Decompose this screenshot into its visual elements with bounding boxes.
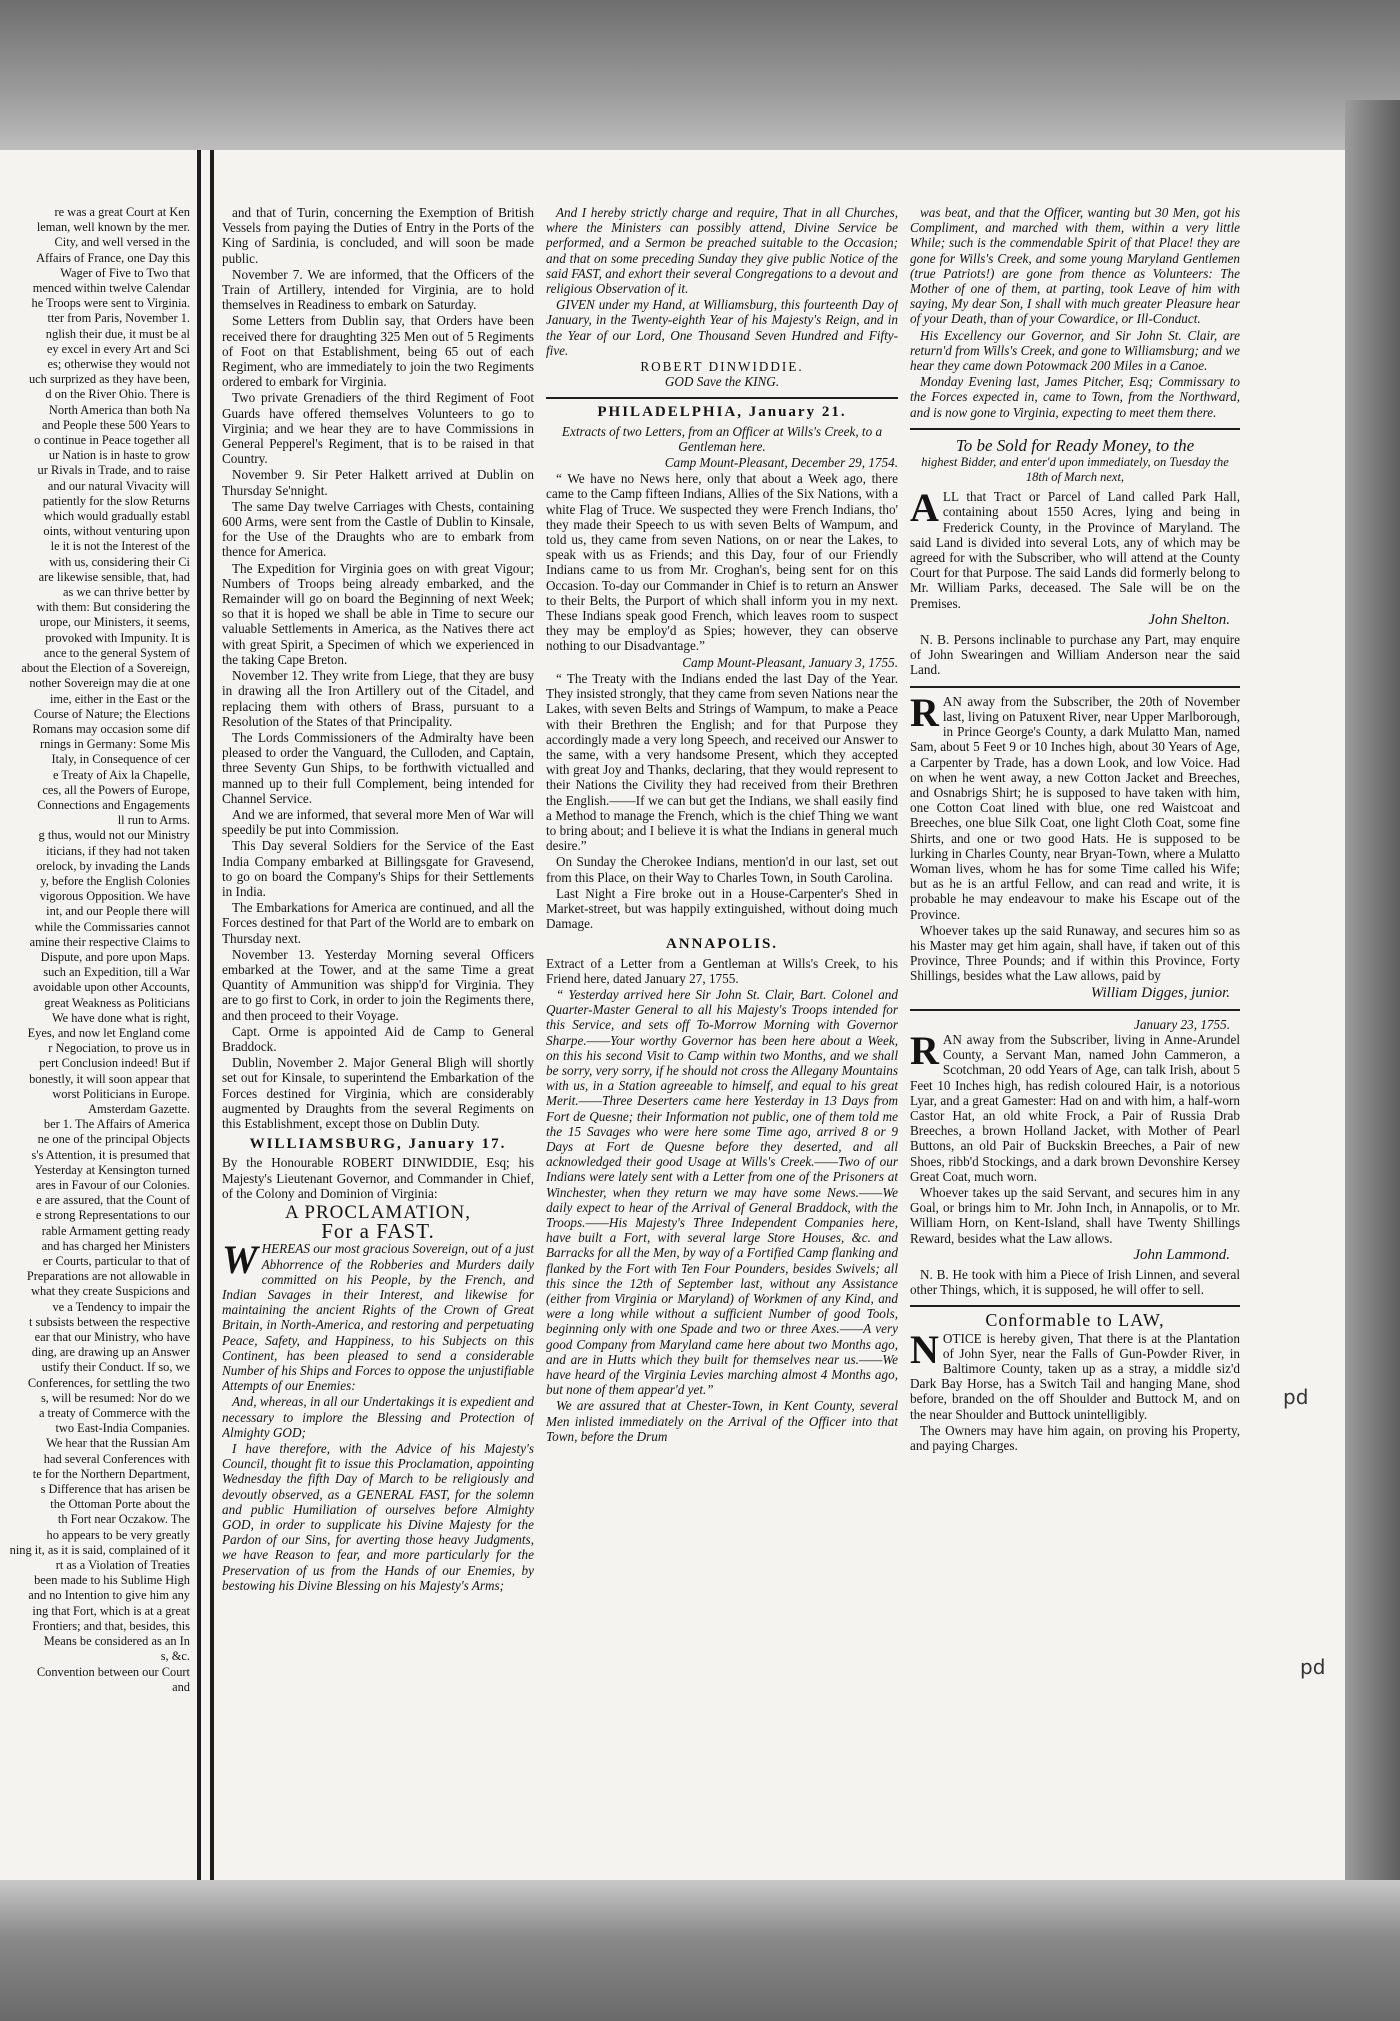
column-1-line: ey excel in every Art and Sci bbox=[46, 341, 190, 356]
column-1-line: ance to the general System of bbox=[43, 645, 190, 660]
news-paragraph: Capt. Orme is appointed Aid de Camp to General Braddock. bbox=[222, 1023, 534, 1054]
column-1-line: are likewise sensible, that, had bbox=[38, 569, 190, 584]
column-1-line: er Courts, particular to that of bbox=[42, 1254, 190, 1269]
column-1-line: City, and well versed in the bbox=[54, 235, 190, 250]
letter-1: “ We have no News here, only that about a Week ago, there came to the Camp fifteen Indians, Allies of the Six Nations, with a white Flag of Truce. We suspected they were French Indians, tho' they made their Speech to us with seven Belts of Wampum, and told us, they came from seven Nations, on or near the Lakes, to speak with us as Friends; and this Day, four of our Friendly Indians came to us from Mr. Croghan's, being sent for on this Occasion. To-day our Commander in Chief is to return an Answer to their Belts, the Purport of which shall inform you in my next. These Indians speak good French, which leaves room to suspect they may be employ'd as Spies; however, they can observe nothing to our Disadvantage.” bbox=[546, 471, 898, 654]
williamsburg-dateline: WILLIAMSBURG, January 17. bbox=[249, 1136, 507, 1153]
column-1-line: nglish their due, it must be al bbox=[45, 326, 190, 341]
proclamation-given: GIVEN under my Hand, at Williamsburg, this fourteenth Day of January, in the Twenty-eighth Year of his Majesty's Reign, and in the Year of our Lord, One Thousand Seven Hundred and Fifty-five. bbox=[546, 297, 898, 358]
proclamation-text-1: HEREAS our most gracious Sovereign, out of a just Abhorrence of the Robberies and Murders daily committed on his People, by the French, and Indian Savages in their Interest, and likewise for maintaining the ancient Rights of the Crown of Great Britain, in North-America, and restoring and perpetuating Peace, Safety, and Happiness, to his Subjects on this Continent, has been pleased to send a considerable Number of his Ships and Forces to oppose the unjustifiable Attempts of our Enemies: bbox=[222, 1241, 534, 1394]
column-1-line: s, will be resumed: Nor do we bbox=[40, 1390, 190, 1405]
column-rule-1 bbox=[197, 150, 201, 1885]
column-1-line: Italy, in Consequence of cer bbox=[51, 752, 190, 767]
commissary-paragraph: Monday Evening last, James Pitcher, Esq; Commissary to the Forces expected in, came to Town, from the Northward, and is now gone to Virginia, expecting to meet them there. bbox=[910, 374, 1240, 420]
column-1-line: Means be considered as an In bbox=[43, 1634, 190, 1649]
column-1-line: as we can thrive better by bbox=[63, 585, 190, 600]
column-1-line: worst Politicians in Europe. bbox=[52, 1086, 190, 1101]
column-1-line: ustify their Conduct. If so, we bbox=[41, 1360, 190, 1375]
news-paragraph: November 9. Sir Peter Halkett arrived at Dublin on Thursday Se'nnight. bbox=[222, 467, 534, 498]
separator bbox=[910, 428, 1240, 430]
philadelphia-subheading: Extracts of two Letters, from an Officer at Wills's Creek, to a Gentleman here. bbox=[561, 423, 883, 454]
news-paragraph: The Expedition for Virginia goes on with great Vigour; Numbers of Troops being already embarked, and the Remainder will go on board the Beginning of next Week; so that it is hoped we shall be able in Time to secure our valuable Settlements in America, as the Natives there act with great Spirit, a Specimen of which we experienced in the taking Cape Breton. bbox=[222, 560, 534, 667]
column-1-line: te for the Northern Department, bbox=[32, 1466, 190, 1481]
column-1-line: re was a great Court at Ken bbox=[54, 205, 190, 219]
column-1-line: es; otherwise they would not bbox=[47, 357, 190, 372]
column-1-line: ding, are drawing up an Answer bbox=[31, 1345, 190, 1360]
ad-land-title: To be Sold for Ready Money, to the bbox=[955, 435, 1195, 455]
column-1-line: d on the River Ohio. There is bbox=[45, 387, 190, 402]
column-1-line: urope, our Ministers, it seems, bbox=[39, 615, 190, 630]
column-1-line: s Difference that has arisen be bbox=[40, 1482, 190, 1497]
ad-stray-body: OTICE is hereby given, That there is at the Plantation of John Syer, near the Falls of Gun-Powder River, in Baltimore County, taken up as a stray, a middle siz'd Dark Bay Horse, has a Switch Tail and hanging Mane, shod before, branded on the off Shoulder and Buttock M, and on the near Shoulder and Buttock unintelligibly. bbox=[910, 1330, 1240, 1422]
column-1-line: Conferences, for settling the two bbox=[27, 1375, 190, 1390]
col4-continuation: was beat, and that the Officer, wanting but 30 Men, got his Compliment, and marched with them, within a very little While; such is the commendable Spirit of that Place! they are gone for Wills's Creek, and some young Maryland Gentlemen (true Patriots!) are gone from thence as Volunteers: The Mother of one of them, at parting, took Leave of him with saying, My dear Son, I shall with much greater Pleasure hear of your Death, than of your Cowardice, or Ill-Conduct. bbox=[910, 205, 1240, 327]
drop-cap-r: R bbox=[910, 689, 939, 735]
column-1-line: had several Conferences with bbox=[43, 1451, 190, 1466]
news-paragraph: November 12. They write from Liege, that they are busy in drawing all the Iron Artillery out of the Citadel, and replacing them with others of Brass, pursuant to a Resolution of the States of that Principality. bbox=[222, 668, 534, 729]
column-1-line: iticians, if they had not taken bbox=[46, 843, 190, 858]
drop-cap-n: N bbox=[910, 1326, 939, 1372]
news-paragraph: The same Day twelve Carriages with Chests, containing 600 Arms, were sent from the Castle of Dublin to Kinsale, for the Use of the Draughts who are to embark from thence for America. bbox=[222, 498, 534, 560]
margin-handwriting-1: pd bbox=[1283, 1385, 1309, 1409]
ad-land-signature: John Shelton. bbox=[1148, 611, 1230, 628]
column-1-line: Wager of Five to Two that bbox=[60, 265, 190, 280]
column-1-line: o continue in Peace together all bbox=[34, 433, 190, 448]
column-1-line: orelock, by invading the Lands bbox=[36, 858, 190, 873]
news-paragraph: This Day several Soldiers for the Service of the East India Company embarked at Billingsgate for Gravesend, to go on board the Company's Ships for their Settlements in India. bbox=[222, 838, 534, 899]
separator bbox=[546, 397, 898, 399]
column-1-line: he Troops were sent to Virginia. bbox=[31, 296, 190, 311]
scan-border-right bbox=[1345, 100, 1400, 1900]
column-1-line: while the Commissaries cannot bbox=[34, 919, 190, 934]
column-1-line: e strong Representations to our bbox=[35, 1208, 190, 1223]
column-1-line: great Weakness as Politicians bbox=[44, 995, 190, 1010]
column-3 bbox=[546, 205, 898, 1865]
column-1-line: uch surprized as they have been, bbox=[28, 372, 190, 387]
column-1-line: ing that Fort, which is at a great bbox=[32, 1603, 190, 1618]
column-1-line: North America than both Na bbox=[48, 402, 190, 417]
column-1-line: and our natural Vivacity will bbox=[47, 478, 190, 493]
proclamation-signer: ROBERT DINWIDDIE. bbox=[640, 359, 804, 375]
ad-runaway-2-reward: Whoever takes up the said Servant, and secures him in any Goal, or brings him to Mr. John Inch, in Annapolis, or to Mr. William Horn, on Kent-Island, shall have Twenty Shillings Reward, besides what the Law allows. bbox=[910, 1184, 1240, 1246]
ad-land-note: N. B. Persons inclinable to purchase any Part, may enquire of John Swearingen and William Anderson near the said Land. bbox=[910, 632, 1240, 678]
ad-land-body: LL that Tract or Parcel of Land called Park Hall, containing about 1550 Acres, lying and being in Frederick County, in the Province of Maryland. The said Land is divided into several Lots, any of which may be agreed for with the Subscriber, who will attend at the County Court for that Purpose. The said Lands did formerly belong to Mr. William Parks, deceased. The Sale will be on the Premises. bbox=[910, 489, 1240, 611]
annapolis-subheading: Extract of a Letter from a Gentleman at Wills's Creek, to his Friend here, dated January 27, 1755. bbox=[546, 955, 898, 986]
column-1-line: ces, all the Powers of Europe, bbox=[42, 782, 190, 797]
column-1-line: Yesterday at Kensington turned bbox=[33, 1162, 190, 1177]
governor-paragraph: His Excellency our Governor, and Sir John St. Clair, are return'd from Wills's Creek, and gone to Williamsburg; and we hear they came down Potowmack 200 Miles in a Canoe. bbox=[910, 327, 1240, 374]
column-1-line: g thus, would not our Ministry bbox=[38, 828, 190, 843]
column-1-line: with us, considering their Ci bbox=[49, 554, 190, 569]
column-1-line: avoidable upon other Accounts, bbox=[33, 980, 190, 995]
god-save-the-king: GOD Save the KING. bbox=[664, 374, 780, 390]
column-1-line: s's Attention, it is presumed that bbox=[31, 1147, 190, 1162]
column-rule-2 bbox=[210, 150, 214, 1885]
column-1-line: what they create Suspicions and bbox=[31, 1284, 190, 1299]
drop-cap-w: W bbox=[222, 1237, 258, 1283]
column-1-line: ll run to Arms. bbox=[117, 813, 190, 828]
column-1-line: bonestly, it will soon appear that bbox=[29, 1071, 190, 1086]
news-paragraph: Two private Grenadiers of the third Regiment of Foot Guards have offered themselves Volunteers to go to Virginia; and we hear they are to have Commissions in General Pepperel's Regiment, that is to be raised in that Country. bbox=[222, 390, 534, 467]
column-1-line: provoked with Impunity. It is bbox=[45, 630, 190, 645]
ad-stray-title: Conformable to LAW, bbox=[985, 1310, 1165, 1331]
column-1-line: r Negociation, to prove us in bbox=[48, 1041, 190, 1056]
column-1-line: Connections and Engagements bbox=[37, 797, 190, 812]
column-1-line: ur Rivals in Trade, and to raise bbox=[37, 463, 190, 478]
column-1-line: such an Expedition, till a War bbox=[43, 965, 190, 980]
column-1-line: with them: But considering the bbox=[36, 600, 190, 615]
column-1-line: rnings in Germany: Some Mis bbox=[39, 737, 190, 752]
column-1-line: e Treaty of Aix la Chapelle, bbox=[53, 767, 190, 782]
column-1-line: and has charged her Ministers bbox=[41, 1238, 190, 1253]
column-1-line: menced within twelve Calendar bbox=[32, 281, 190, 296]
proclamation-text-3: I have therefore, with the Advice of his Majesty's Council, thought fit to issue this Proclamation, appointing Wednesday the fifth Day of March to be religiously and devoutly observed, as a GENERAL FAST, for the solemn and public Humiliation of ourselves before Almighty GOD, in order to supplicate his Divine Majesty for the Pardon of our Sins, for averting those heavy Judgments, we have Reason to fear, and more particularly for the Preservation of us from the Hands of our Enemies, by bestowing his Divine Blessing on his Majesty's Arms; bbox=[222, 1441, 534, 1593]
camp-dateline-2: Camp Mount-Pleasant, January 3, 1755. bbox=[682, 654, 898, 670]
column-1-line: oints, without venturing upon bbox=[43, 524, 190, 539]
scan-border-top bbox=[0, 0, 1400, 150]
column-1-line: been made to his Sublime High bbox=[34, 1573, 190, 1588]
column-1-line: ne one of the principal Objects bbox=[37, 1132, 190, 1147]
column-1-line: a treaty of Commerce with the bbox=[38, 1406, 190, 1421]
column-1-line: Amsterdam Gazette. bbox=[88, 1101, 190, 1116]
column-1-line: s, &c. bbox=[160, 1649, 190, 1664]
drop-cap-a: A bbox=[910, 485, 939, 531]
margin-handwriting-2: pd bbox=[1300, 1655, 1326, 1679]
cherokee-paragraph: On Sunday the Cherokee Indians, mention'd in our last, set out from this Place, on their Way to Charles Town, in South Carolina. bbox=[546, 854, 898, 885]
chester-town-paragraph: We are assured that at Chester-Town, in Kent County, several Men inlisted immediately on the Arrival of the Officer into that Town, before the Drum bbox=[546, 1398, 898, 1444]
column-1-line: about the Election of a Sovereign, bbox=[21, 661, 190, 676]
column-1-line: Romans may occasion some dif bbox=[32, 721, 190, 736]
annapolis-heading: ANNAPOLIS. bbox=[665, 936, 779, 953]
column-1-line: two East-India Companies. bbox=[55, 1421, 190, 1436]
news-paragraph: Dublin, November 2. Major General Bligh will shortly set out for Kinsale, to superintend the Embarkation of the Forces destined for Virginia, which are considerably augmented by Draughts from the several Regiments on this Establishment, except those on Dublin Duty. bbox=[222, 1055, 534, 1131]
column-1-line: Convention between our Court bbox=[36, 1664, 190, 1679]
proclamation-byline: By the Honourable ROBERT DINWIDDIE, Esq; his Majesty's Lieutenant Governor, and Commander in Chief, of the Colony and Dominion of Virginia: bbox=[222, 1155, 534, 1201]
column-1-line: leman, well known by the mer. bbox=[36, 220, 190, 235]
ad-runaway-sam-body: AN away from the Subscriber, the 20th of November last, living on Patuxent River, near Upper Marlborough, in Prince George's County, a dark Mulatto Man, named Sam, about 5 Feet 9 or 10 Inches high, about 30 Years of Age, a Carpenter by Trade, has a down Look, and low Voice. Had on when he went away, a new Cotton Jacket and Breeches, and Osnabrigs Shirt; he is supposed to have taken with him, one Cotton Coat lined with blue, one red Waistcoat and Breeches, one blue Silk Coat, one light Cloth Coat, some fine Shirts, and one or two good Hats. He is supposed to be lurking in Charles County, near Bryan-Town, where a Mulatto Woman lives, whom he has for some Time called his Wife; but as he is an artful Fellow, and can read and write, it is probable he may endeavour to make his Escape out of the Province. bbox=[910, 693, 1240, 922]
scan-border-bottom bbox=[0, 1880, 1400, 2021]
column-1-line: We have done what is right, bbox=[51, 1010, 190, 1025]
column-1-line: tter from Paris, November 1. bbox=[47, 311, 190, 326]
news-paragraph: November 7. We are informed, that the Officers of the Train of Artillery, intended for Virginia, are to hold themselves in Readiness to embark on Saturday. bbox=[222, 266, 534, 313]
column-1-line: le it is not the Interest of the bbox=[50, 539, 190, 554]
column-1-line: which would gradually establ bbox=[43, 509, 190, 524]
fast-heading: For a FAST. bbox=[321, 1219, 435, 1244]
column-1-line: ho appears to be very greatly bbox=[46, 1527, 190, 1542]
column-1-line: Preparations are not allowable in bbox=[26, 1269, 190, 1284]
philadelphia-dateline: PHILADELPHIA, January 21. bbox=[597, 404, 847, 421]
letter-2: “ The Treaty with the Indians ended the last Day of the Year. They insisted strongly, that they came from seven Nations near the Lakes, with seven Belts and Strings of Wampum, to make a Peace with their Brethren the English; and for that Purpose they accordingly made a very long Speech, and received our Answer to the same, with a very handsome Present, which they accepted with great Joy and Thanks, declaring, that they would represent to their Nations the Civility they had received from their Brethren the English.——If we can but get the Indians, we shall easily find a Method to manage the French, which is the chief Thing we want to bring about; and I believe it is what the Indians in general much desire.” bbox=[546, 670, 898, 854]
news-paragraph: November 13. Yesterday Morning several Officers embarked at the Tower, and at the same Time a great Quantity of Ammunition was shipp'd for Virginia. They are to go first to Cork, in order to join the Regiments there, and then proceed to their Voyage. bbox=[222, 946, 534, 1023]
column-2 bbox=[222, 205, 534, 1865]
column-1-line: Eyes, and now let England come bbox=[27, 1025, 190, 1040]
column-1-line: ur Nation is in haste to grow bbox=[48, 448, 190, 463]
annapolis-letter: “ Yesterday arrived here Sir John St. Clair, Bart. Colonel and Quarter-Master General to all his Majesty's Troops intended for this Service, and sets off To-Morrow Morning with Governor Sharpe.——Your worthy Governor has been here about a Week, on this his second Visit to Camp within two Months, and we shall be sorry, very sorry, if he should not cross the Allegany Mountains with us, in a Station agreeable to himself, and equal to his great Merit.——Three Deserters came here Yesterday in 13 Days from Fort de Quesne; their Information not public, one of them told me the 15 Savages who were here some Time ago, arrived 8 or 9 Days at Fort de Quesne before they deserted, and all acknowledged their good Usage at Wills's Creek.——Two of our Indians were lately sent with a Letter from one of the Prisoners at Winchester, when they return we may have some News.——We daily expect to hear of the Arrival of General Braddock, with the Troops.——His Majesty's Three Independent Companies here, have built a Fort, with several large Store Houses, &c. and Barracks for all the Men, by way of a Fortified Camp flanking and flanked by the Fort with Ten Four Pounders, besides Swivels; all this since the 12th of September last, without any Assistance (either from Virginia or Maryland) of Workmen of any Kind, and were a long while without a sufficient Number of good Tools, beginning only with one Spade and two or three Axes.——A very good Company from Maryland came here about two Months ago, and are in Hutts which they built for themselves near us.——We have heard of the Virginia Levies marching almost 4 Months ago, but none of them appear'd yet.” bbox=[546, 986, 898, 1398]
column-1-line: patiently for the slow Returns bbox=[42, 493, 190, 508]
proclamation-continuation: And I hereby strictly charge and require, That in all Churches, where the Ministers can possibly attend, Divine Service be performed, and a Sermon be preached suitable to the Occasion; and that on some preceding Sunday they give public Notice of the said FAST, and exhort their several Congregations to a devout and religious Observation of it. bbox=[546, 205, 898, 297]
camp-dateline-1: Camp Mount-Pleasant, December 29, 1754. bbox=[664, 455, 898, 471]
column-1-line: ning it, as it is said, complained of it bbox=[9, 1542, 190, 1557]
column-1 bbox=[0, 205, 190, 1865]
separator bbox=[910, 686, 1240, 688]
separator bbox=[910, 1009, 1240, 1011]
separator bbox=[910, 1305, 1240, 1307]
column-4 bbox=[910, 205, 1240, 1865]
ad-runaway-2-signature: John Lammond. bbox=[1133, 1246, 1230, 1263]
column-1-line: y, before the English Colonies bbox=[40, 873, 190, 888]
column-1-line: Frontiers; and that, besides, this bbox=[32, 1618, 190, 1633]
news-paragraph: The Embarkations for America are continued, and all the Forces destined for that Part of the World are to embark on Thursday next. bbox=[222, 900, 534, 946]
news-paragraph: The Lords Commissioners of the Admiralty have been pleased to order the Vanguard, the Culloden, and Captain, three Seventy Gun Ships, to be forthwith victualled and manned up to their full Complement, being intended for Channel Service. bbox=[222, 729, 534, 806]
column-1-line: and People these 500 Years to bbox=[42, 417, 190, 432]
ad-runaway-2-note: N. B. He took with him a Piece of Irish Linnen, and several other Things, which, it is supposed, he will offer to sell. bbox=[910, 1267, 1240, 1298]
column-1-line: ber 1. The Affairs of America bbox=[43, 1117, 190, 1132]
news-paragraph: And we are informed, that several more Men of War will speedily be put into Commission. bbox=[222, 806, 534, 838]
drop-cap-r: R bbox=[910, 1027, 939, 1073]
column-1-line: th Fort near Oczakow. The bbox=[57, 1512, 190, 1527]
news-paragraph: Some Letters from Dublin say, that Orders have been received there for draughting 325 Men out of 5 Regiments of Foot on that Establishment, being 65 out of each Regiment, who are immediately to join the two Regiments ordered to embark for Virginia. bbox=[222, 313, 534, 390]
newspaper-page bbox=[0, 150, 1345, 1885]
column-1-line: e are assured, that the Count of bbox=[36, 1193, 190, 1208]
fire-paragraph: Last Night a Fire broke out in a House-Carpenter's Shed in Market-street, but was happily extinguished, without doing much Damage. bbox=[546, 885, 898, 932]
ad-runaway-sam-signature: William Digges, junior. bbox=[1090, 984, 1230, 1001]
column-1-line: ares in Favour of our Colonies. bbox=[35, 1178, 190, 1192]
news-paragraph: and that of Turin, concerning the Exemption of British Vessels from paying the Duties of Entry in the Ports of the King of Sardinia, is concluded, and will soon be made public. bbox=[222, 205, 534, 266]
ad-runaway-2-body: AN away from the Subscriber, living in Anne-Arundel County, a Servant Man, named John Cammeron, a Scotchman, 20 odd Years of Age, can talk Irish, about 5 Feet 10 Inches high, has redish coloured Hair, is a notorious Lyar, and a great Gamester: Had on and with him, a half-worn Castor Hat, an old white Frock, a Pair of Russia Drab Breeches, a brown Holland Jacket, with Mother of Pearl Buttons, an old Pair of Buckskin Breeches, a Pair of new Shoes, ribb'd Stockings, and a dark brown Devonshire Kersey Great Coat, much worn. bbox=[910, 1031, 1240, 1184]
column-1-line: int, and our People there will bbox=[46, 904, 190, 919]
column-1-line: t subsists between the respective bbox=[28, 1314, 190, 1329]
column-1-line: and no Intention to give him any bbox=[28, 1588, 190, 1603]
ad-runaway-sam-reward: Whoever takes up the said Runaway, and secures him so as his Master may get him again, shall have, if taken out of this Province, Three Pounds; and if within this Province, Forty Shillings, besides what the Law allows, paid by bbox=[910, 922, 1240, 984]
ad-runaway-2-date: January 23, 1755. bbox=[1134, 1016, 1230, 1032]
ad-land-subtitle: highest Bidder, and enter'd upon immediately, on Tuesday the 18th of March next, bbox=[921, 454, 1229, 485]
ad-stray-owner: The Owners may have him again, on proving his Property, and paying Charges. bbox=[910, 1422, 1240, 1454]
column-1-line: ime, either in the East or the bbox=[49, 691, 190, 706]
column-1-line: vigorous Opposition. We have bbox=[39, 889, 190, 904]
column-1-line: Course of Nature; the Elections bbox=[33, 706, 190, 721]
column-1-line: amine their respective Claims to bbox=[29, 934, 190, 949]
column-1-line: the Ottoman Porte about the bbox=[50, 1497, 190, 1512]
column-1-line: We hear that the Russian Am bbox=[46, 1436, 190, 1451]
column-1-line: ve a Tendency to impair the bbox=[52, 1299, 190, 1314]
column-1-line: nother Sovereign may die at one bbox=[29, 676, 190, 691]
column-1-line: Dispute, and pore upon Maps. bbox=[40, 949, 190, 964]
column-1-line: rt as a Violation of Treaties bbox=[55, 1558, 190, 1573]
column-1-line: and bbox=[172, 1679, 190, 1694]
proclamation-heading: A PROCLAMATION, bbox=[284, 1202, 472, 1223]
column-1-line: Affairs of France, one Day this bbox=[36, 250, 190, 265]
column-1-line: pert Conclusion indeed! But if bbox=[39, 1056, 190, 1071]
proclamation-text-2: And, whereas, in all our Undertakings it is expedient and necessary to implore the Blessing and Protection of Almighty GOD; bbox=[222, 1394, 534, 1440]
column-1-line: rable Armament getting ready bbox=[41, 1223, 190, 1238]
column-1-line: ear that our Ministry, who have bbox=[34, 1330, 190, 1345]
